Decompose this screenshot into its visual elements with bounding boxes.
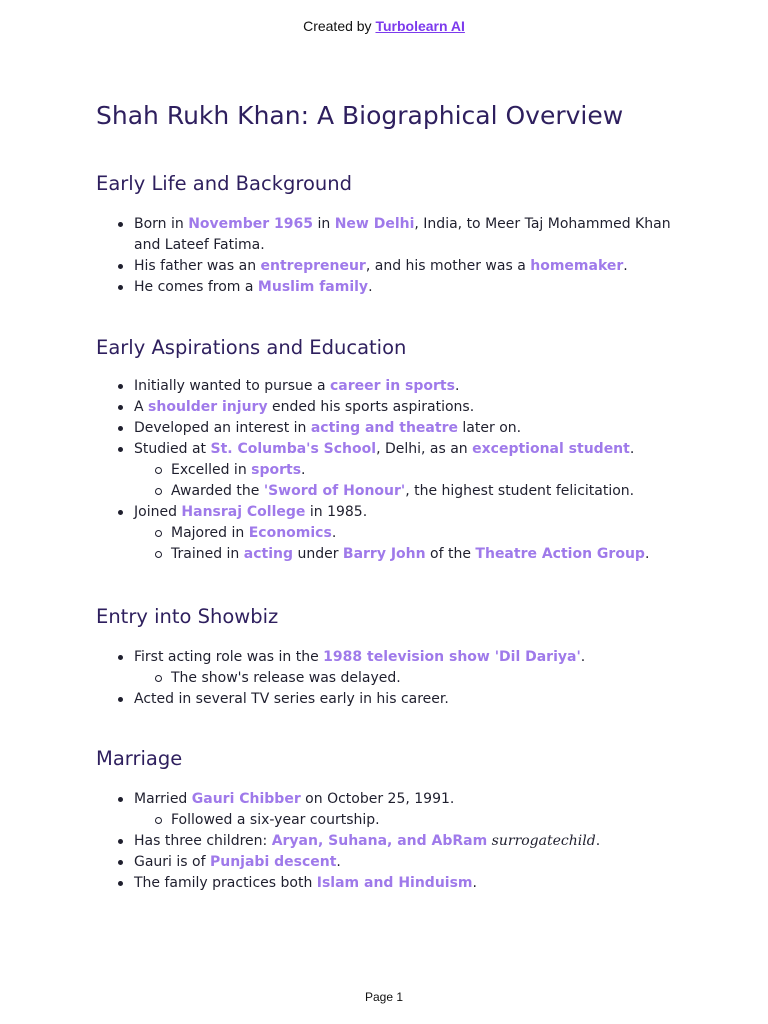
- sub-list-item: [134, 810, 686, 831]
- highlighted-term: Economics: [248, 525, 332, 541]
- highlighted-term: 'Sword of Honour': [263, 483, 406, 499]
- highlighted-term: career in sports: [330, 378, 455, 394]
- text-run: , Delhi, as an: [376, 441, 473, 457]
- text-run: .: [368, 279, 373, 295]
- highlighted-term: exceptional student: [472, 441, 630, 457]
- text-run: .: [331, 525, 337, 541]
- turbolearn-link[interactable]: Turbolearn AI: [375, 18, 465, 34]
- highlighted-term: New Delhi: [334, 216, 415, 232]
- sub-bullet-list: [134, 668, 686, 689]
- text-run: Awarded the: [171, 483, 264, 499]
- highlighted-term: acting and theatre: [310, 420, 458, 436]
- sub-list-item: [134, 523, 686, 544]
- list-item: [96, 214, 686, 256]
- text-run: Followed a six-year courtship.: [171, 812, 380, 828]
- text-run: Majored in: [171, 525, 249, 541]
- text-run: The family practices both: [134, 875, 317, 891]
- text-run: First acting role was in the: [134, 649, 324, 665]
- text-run: .: [629, 441, 635, 457]
- text-run: .: [644, 546, 650, 562]
- sub-list-item: [134, 544, 686, 565]
- text-run: Studied at: [134, 441, 211, 457]
- text-run: .: [301, 462, 306, 478]
- sub-list-item: [134, 481, 686, 502]
- text-run: on October 25, 1991.: [300, 791, 455, 807]
- list-item: [96, 376, 686, 397]
- text-run: .: [336, 854, 341, 870]
- highlighted-term: Aryan, Suhana, and AbRam: [271, 833, 488, 849]
- list-item: [96, 277, 686, 298]
- list-item: [96, 852, 686, 873]
- credit-prefix: Created by: [303, 18, 376, 34]
- text-run: Trained in: [171, 546, 244, 562]
- sub-list-item: [134, 460, 686, 481]
- created-by-credit: [0, 18, 768, 34]
- highlighted-term: entrepreneur: [260, 258, 366, 274]
- list-item: [96, 418, 686, 439]
- text-run: in 1985.: [305, 504, 368, 520]
- highlighted-term: Barry John: [342, 546, 426, 562]
- text-run: Has three children:: [134, 833, 272, 849]
- text-run: Acted in several TV series early in his career.: [134, 691, 449, 707]
- text-run: Joined: [134, 504, 182, 520]
- text-run: Developed an interest in: [134, 420, 311, 436]
- text-run: of the: [425, 546, 476, 562]
- text-run: He comes from a: [134, 279, 258, 295]
- highlighted-term: Theatre Action Group: [475, 546, 645, 562]
- text-run: under: [293, 546, 343, 562]
- list-item: [96, 831, 686, 852]
- text-run: .: [472, 875, 477, 891]
- section-heading: Entry into Showbiz: [96, 605, 279, 628]
- sub-bullet-list: [134, 523, 686, 565]
- page-title: Shah Rukh Khan: A Biographical Overview: [96, 101, 624, 130]
- highlighted-term: 1988 television show 'Dil Dariya': [323, 649, 581, 665]
- text-run: Born in: [134, 216, 189, 232]
- text-run: in: [313, 216, 335, 232]
- text-run: Married: [134, 791, 192, 807]
- highlighted-term: Islam and Hinduism: [316, 875, 473, 891]
- bullet-list: [96, 214, 686, 298]
- highlighted-term: Gauri Chibber: [191, 791, 301, 807]
- math-annotation: surrogatechild: [491, 833, 596, 849]
- highlighted-term: Hansraj College: [181, 504, 306, 520]
- highlighted-term: November 1965: [188, 216, 314, 232]
- highlighted-term: homemaker: [530, 258, 624, 274]
- highlighted-term: St. Columba's School: [210, 441, 377, 457]
- list-item: [96, 439, 686, 502]
- text-run: His father was an: [134, 258, 261, 274]
- text-run: , and his mother was a: [365, 258, 531, 274]
- highlighted-term: Muslim family: [257, 279, 369, 295]
- text-run: , the highest student felicitation.: [405, 483, 635, 499]
- document-body: [96, 98, 686, 134]
- bullet-list: [96, 376, 686, 565]
- list-item: [96, 789, 686, 831]
- text-run: .: [623, 258, 628, 274]
- highlighted-term: shoulder injury: [148, 399, 268, 415]
- highlighted-term: acting: [243, 546, 293, 562]
- list-item: [96, 256, 686, 277]
- text-run: .: [454, 378, 460, 394]
- bullet-list: [96, 647, 686, 710]
- section-heading: Early Aspirations and Education: [96, 336, 407, 359]
- text-run: , India, to Meer Taj Mohammed Khan and Lateef Fatima.: [134, 216, 671, 253]
- sub-bullet-list: [134, 460, 686, 502]
- text-run: Initially wanted to pursue a: [134, 378, 330, 394]
- section-heading: Early Life and Background: [96, 172, 353, 195]
- text-run: Gauri is of: [134, 854, 210, 870]
- text-run: .: [580, 649, 586, 665]
- sub-bullet-list: [134, 810, 686, 831]
- text-run: ended his sports aspirations.: [267, 399, 475, 415]
- list-item: [96, 647, 686, 689]
- text-run: .: [595, 833, 601, 849]
- text-run: Excelled in: [171, 462, 252, 478]
- list-item: [96, 397, 686, 418]
- text-run: A: [134, 399, 149, 415]
- highlighted-term: sports: [251, 462, 302, 478]
- text-run: The show's release was delayed.: [171, 670, 401, 686]
- highlighted-term: Punjabi descent: [209, 854, 337, 870]
- bullet-list: [96, 789, 686, 894]
- list-item: [96, 689, 686, 710]
- sub-list-item: [134, 668, 686, 689]
- text-run: later on.: [457, 420, 522, 436]
- list-item: [96, 502, 686, 565]
- section-heading: Marriage: [96, 747, 183, 770]
- page-number: Page 1: [364, 990, 404, 1004]
- list-item: [96, 873, 686, 894]
